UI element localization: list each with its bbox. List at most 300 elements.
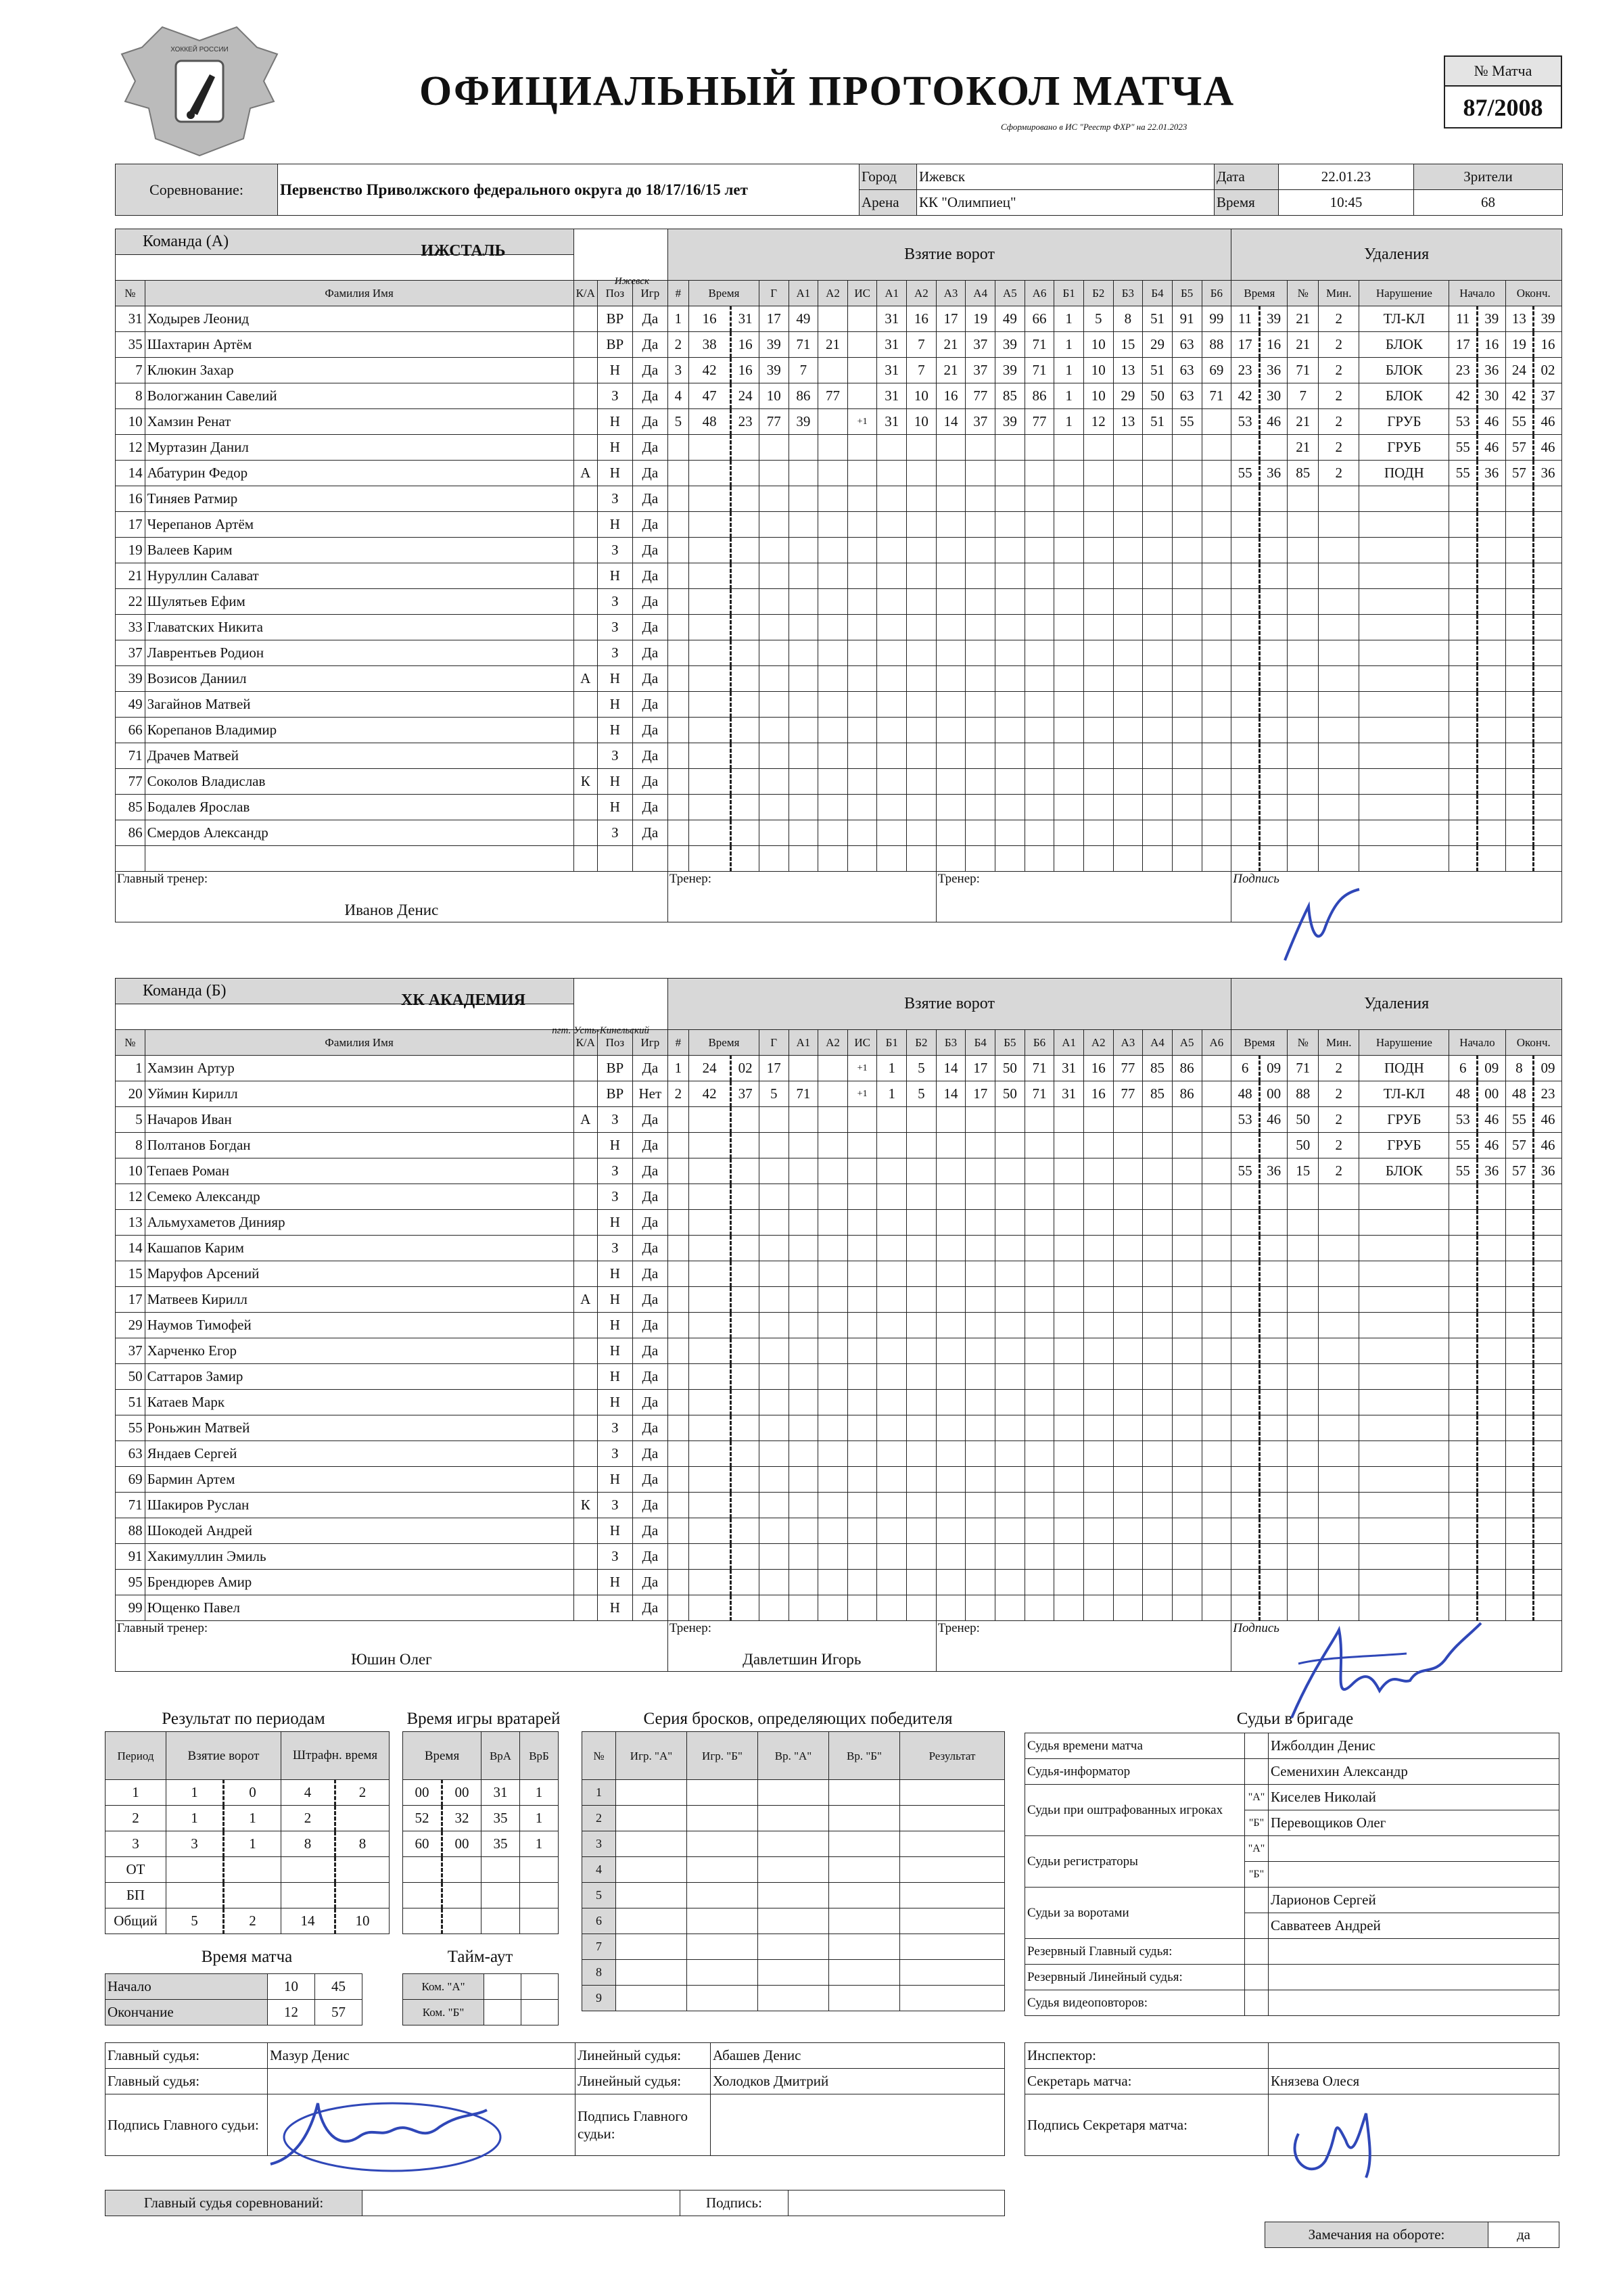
player-row — [116, 1441, 1562, 1467]
goal-is — [847, 332, 877, 358]
generated-note: Сформировано в ИС "Реестр ФХР" на 22.01.2023 — [1001, 122, 1187, 132]
goal-cell — [818, 1158, 848, 1184]
player-number: 7 — [116, 358, 145, 383]
pen-cell — [1505, 692, 1534, 718]
goal-cell — [789, 1287, 818, 1313]
pen-min-time: 53 — [1231, 1107, 1260, 1133]
goalie-row — [403, 1908, 559, 1934]
player-number: 8 — [116, 1133, 145, 1158]
sig-chief-label: Подпись Главного судьи: — [575, 2094, 711, 2156]
goal-cell — [1172, 820, 1202, 846]
player-name: Хамзин Артур — [145, 1056, 573, 1081]
pen-cell — [1449, 1364, 1478, 1390]
official-label: Судья-информатор — [1025, 1759, 1245, 1785]
col-a2: А2 — [818, 1030, 848, 1056]
goal-no — [667, 563, 688, 589]
goal-cell — [907, 1210, 937, 1236]
player-row — [116, 640, 1562, 666]
player-ka — [573, 1210, 597, 1236]
pen-minutes: 2 — [1319, 383, 1359, 409]
pen-cell — [1359, 615, 1449, 640]
player-number: 15 — [116, 1261, 145, 1287]
goal-cell — [1025, 718, 1054, 743]
period-goals-a: 3 — [166, 1831, 224, 1857]
goal-cell — [936, 1261, 966, 1287]
col-opp-1: Б1 — [1054, 281, 1084, 306]
teamB-table — [115, 978, 1562, 1672]
col-pen-time: Время — [1231, 281, 1288, 306]
col-ka: К/А — [573, 1030, 597, 1056]
player-play — [632, 846, 667, 872]
goal-cell — [847, 1493, 877, 1518]
pen-cell — [1231, 1390, 1260, 1415]
player-pos: Н — [597, 1210, 632, 1236]
goal-own-onice: 10 — [907, 409, 937, 435]
goal-cell — [1143, 1210, 1173, 1236]
player-ka — [573, 1338, 597, 1364]
goal-cell — [995, 718, 1025, 743]
goal-cell — [1202, 1261, 1231, 1287]
pen-min-time — [1231, 1133, 1260, 1158]
goal-cell — [1025, 563, 1054, 589]
goal-cell — [1054, 769, 1084, 795]
goal-cell — [1202, 718, 1231, 743]
goal-cell — [818, 1261, 848, 1287]
goal-sec — [731, 1210, 759, 1236]
time-label: Время — [1215, 190, 1279, 216]
goal-no — [667, 1261, 688, 1287]
pen-cell — [1534, 512, 1562, 538]
goal-cell — [818, 1184, 848, 1210]
goal-cell — [966, 718, 995, 743]
goal-scorer: 5 — [759, 1081, 789, 1107]
goal-cell — [759, 1133, 789, 1158]
pen-cell — [1288, 1467, 1319, 1493]
pen-cell — [1359, 1184, 1449, 1210]
goal-cell — [966, 820, 995, 846]
goal-cell — [818, 1236, 848, 1261]
player-pos: Н — [597, 1364, 632, 1390]
pen-cell — [1359, 1210, 1449, 1236]
goal-cell — [966, 640, 995, 666]
player-name: Возисов Даниил — [145, 666, 573, 692]
goal-cell — [1054, 1364, 1084, 1390]
player-row — [116, 692, 1562, 718]
goal-cell — [1202, 795, 1231, 820]
goal-cell — [1113, 1210, 1143, 1236]
player-number: 69 — [116, 1467, 145, 1493]
goal-cell — [1172, 589, 1202, 615]
goal-cell — [907, 512, 937, 538]
shootout-cell — [687, 1960, 758, 1986]
goal-cell — [966, 1338, 995, 1364]
official-label: Резервный Главный судья: — [1025, 1939, 1245, 1965]
col-hash: # — [667, 1030, 688, 1056]
signature-secretary — [1285, 2093, 1393, 2181]
match-no: 87/2008 — [1463, 94, 1543, 121]
pen-cell — [1477, 512, 1505, 538]
comp-ref-label: Главный судья соревнований: — [105, 2190, 362, 2216]
player-pos — [597, 846, 632, 872]
goal-cell — [847, 589, 877, 615]
goal-cell — [995, 1236, 1025, 1261]
period-row — [105, 1780, 390, 1806]
pen-cell — [1449, 563, 1478, 589]
player-play: Да — [632, 1056, 667, 1081]
goal-cell — [1172, 1158, 1202, 1184]
goal-cell — [907, 1595, 937, 1621]
pen-cell — [1449, 1493, 1478, 1518]
pen-player: 21 — [1288, 332, 1319, 358]
pen-cell — [1505, 1518, 1534, 1544]
goal-cell — [995, 1544, 1025, 1570]
goal-cell — [1025, 666, 1054, 692]
shootout-ga-h: Вр. "А" — [758, 1732, 829, 1780]
goal-cell — [936, 563, 966, 589]
period-row — [105, 1806, 390, 1831]
player-ka — [573, 306, 597, 332]
goal-cell — [936, 692, 966, 718]
goal-cell — [877, 1415, 907, 1441]
player-pos: Н — [597, 666, 632, 692]
shootout-res-h: Результат — [900, 1732, 1005, 1780]
player-number: 71 — [116, 1493, 145, 1518]
goal-opp-onice: 85 — [1143, 1056, 1173, 1081]
goal-cell — [847, 1570, 877, 1595]
pen-cell — [1534, 615, 1562, 640]
goal-cell — [936, 640, 966, 666]
pen-cell — [1288, 538, 1319, 563]
goal-own-onice: 49 — [995, 306, 1025, 332]
col-pen-inf: Нарушение — [1359, 281, 1449, 306]
goal-opp-onice: 51 — [1143, 306, 1173, 332]
goal-cell — [1054, 1107, 1084, 1133]
goal-cell — [1113, 1544, 1143, 1570]
goal-cell — [1025, 769, 1054, 795]
goal-min — [688, 1441, 730, 1467]
goal-cell — [818, 1415, 848, 1441]
goal-no — [667, 1390, 688, 1415]
goal-cell — [966, 1184, 995, 1210]
pen-infraction: БЛОК — [1359, 1158, 1449, 1184]
official-label: Судья видеоповторов: — [1025, 1990, 1245, 2016]
goal-cell — [877, 1287, 907, 1313]
pen-player: 21 — [1288, 409, 1319, 435]
col-pen-start: Начало — [1449, 281, 1505, 306]
match-time-table — [105, 1973, 362, 2025]
pen-cell — [1231, 1338, 1260, 1364]
coach1-label: Тренер: — [669, 1621, 712, 1635]
goalie-b: 1 — [520, 1806, 559, 1831]
goal-scorer: 17 — [759, 306, 789, 332]
player-number: 39 — [116, 666, 145, 692]
player-pos: Н — [597, 769, 632, 795]
col-opp-6: А6 — [1202, 1030, 1231, 1056]
goal-no: 5 — [667, 409, 688, 435]
player-play: Да — [632, 795, 667, 820]
goal-cell — [1025, 1338, 1054, 1364]
pen-cell — [1477, 589, 1505, 615]
player-play: Да — [632, 1261, 667, 1287]
official-tag — [1245, 1939, 1269, 1965]
goals-header: Взятие ворот — [667, 979, 1231, 1030]
goal-min — [688, 1338, 730, 1364]
player-ka — [573, 1518, 597, 1544]
pen-cell — [1477, 1236, 1505, 1261]
goal-cell — [1143, 820, 1173, 846]
head-coach-label: Главный тренер: — [117, 872, 208, 886]
pen-cell — [1319, 1570, 1359, 1595]
goal-cell — [847, 1518, 877, 1544]
goal-cell — [936, 820, 966, 846]
goal-min: 42 — [688, 1081, 730, 1107]
goal-opp-onice: 77 — [1113, 1056, 1143, 1081]
goal-cell — [1113, 486, 1143, 512]
player-number: 1 — [116, 1056, 145, 1081]
goal-cell — [907, 718, 937, 743]
goal-a1: 86 — [789, 383, 818, 409]
col-is: ИС — [847, 281, 877, 306]
goal-sec: 31 — [731, 306, 759, 332]
player-name: Корепанов Владимир — [145, 718, 573, 743]
pen-cell — [1449, 1570, 1478, 1595]
player-ka: А — [573, 1107, 597, 1133]
goal-cell — [1113, 615, 1143, 640]
signature-label: Подпись — [1233, 872, 1279, 886]
goal-cell — [1083, 1570, 1113, 1595]
goal-cell — [818, 692, 848, 718]
goal-min — [688, 486, 730, 512]
goal-cell — [1054, 1184, 1084, 1210]
shootout-no: 2 — [582, 1806, 616, 1831]
pen-cell — [1231, 1467, 1260, 1493]
goal-cell — [1202, 1493, 1231, 1518]
goal-cell — [789, 846, 818, 872]
goal-cell — [936, 1107, 966, 1133]
pen-cell — [1319, 1544, 1359, 1570]
goal-cell — [1143, 1364, 1173, 1390]
player-number: 35 — [116, 332, 145, 358]
pen-cell — [1477, 1415, 1505, 1441]
goal-cell — [966, 1133, 995, 1158]
comp-sig-label: Подпись: — [680, 2190, 789, 2216]
player-row — [116, 461, 1562, 486]
goal-no: 1 — [667, 1056, 688, 1081]
pen-cell — [1449, 1236, 1478, 1261]
goal-cell — [877, 615, 907, 640]
goal-cell — [847, 1338, 877, 1364]
player-pos: З — [597, 538, 632, 563]
goal-cell — [1143, 615, 1173, 640]
goal-cell — [1202, 1210, 1231, 1236]
goal-cell — [1054, 795, 1084, 820]
col-play: Игр — [632, 281, 667, 306]
goal-cell — [759, 718, 789, 743]
goal-cell — [1083, 795, 1113, 820]
goal-min: 47 — [688, 383, 730, 409]
goal-cell — [1083, 1441, 1113, 1467]
pen-cell — [1259, 640, 1288, 666]
goal-cell — [936, 1467, 966, 1493]
goal-min: 42 — [688, 358, 730, 383]
goal-own-onice: 37 — [966, 358, 995, 383]
player-ka — [573, 1158, 597, 1184]
pen-cell — [1231, 640, 1260, 666]
goal-no — [667, 538, 688, 563]
goal-cell — [847, 1261, 877, 1287]
pen-cell — [1449, 1390, 1478, 1415]
pen-cell — [1259, 1313, 1288, 1338]
goalie-ss: 00 — [442, 1831, 481, 1857]
goal-cell — [1202, 1415, 1231, 1441]
col-a2: А2 — [818, 281, 848, 306]
player-row — [116, 769, 1562, 795]
goal-cell — [789, 769, 818, 795]
goal-min — [688, 563, 730, 589]
goal-cell — [1202, 615, 1231, 640]
goal-sec — [731, 1287, 759, 1313]
pen-cell — [1288, 718, 1319, 743]
pen-cell — [1288, 1236, 1319, 1261]
teamA-table — [115, 229, 1562, 922]
pen-cell — [1231, 1287, 1260, 1313]
goal-cell — [759, 1338, 789, 1364]
pen-cell — [1505, 1184, 1534, 1210]
goal-cell — [847, 640, 877, 666]
pen-min-time: 48 — [1231, 1081, 1260, 1107]
goal-own-onice: 31 — [877, 383, 907, 409]
goalie-a: 35 — [481, 1831, 520, 1857]
goal-min: 38 — [688, 332, 730, 358]
goal-min — [688, 1236, 730, 1261]
goal-cell — [877, 1107, 907, 1133]
goal-cell — [1054, 1261, 1084, 1287]
signature-referee — [257, 2090, 500, 2178]
timeout-b-ss — [521, 2000, 559, 2025]
pen-cell — [1259, 692, 1288, 718]
goal-cell — [759, 486, 789, 512]
goal-is: +1 — [847, 1056, 877, 1081]
pen-end-m: 42 — [1505, 383, 1534, 409]
pen-cell — [1231, 718, 1260, 743]
goal-cell — [877, 1570, 907, 1595]
col-num: № — [116, 1030, 145, 1056]
player-row — [116, 1338, 1562, 1364]
goal-opp-onice: 1 — [1054, 332, 1084, 358]
goal-opp-onice: 86 — [1172, 1056, 1202, 1081]
goal-cell — [1172, 1133, 1202, 1158]
goal-cell — [936, 486, 966, 512]
goal-cell — [789, 1570, 818, 1595]
player-number: 14 — [116, 461, 145, 486]
pen-cell — [1231, 589, 1260, 615]
team-name: ИЖСТАЛЬ — [421, 242, 506, 260]
goal-cell — [789, 1184, 818, 1210]
goal-cell — [936, 1287, 966, 1313]
player-pos: ВР — [597, 1056, 632, 1081]
goal-opp-onice — [1202, 1056, 1231, 1081]
goal-cell — [966, 563, 995, 589]
pen-cell — [1359, 1364, 1449, 1390]
goal-cell — [995, 1493, 1025, 1518]
period-pen-a: 2 — [281, 1806, 335, 1831]
goal-cell — [1025, 435, 1054, 461]
player-number: 49 — [116, 692, 145, 718]
player-ka: К — [573, 769, 597, 795]
goal-no — [667, 718, 688, 743]
goal-min — [688, 1364, 730, 1390]
goal-cell — [877, 1544, 907, 1570]
period-label: 2 — [105, 1806, 166, 1831]
col-hash: # — [667, 281, 688, 306]
pen-cell — [1534, 795, 1562, 820]
pen-cell — [1477, 538, 1505, 563]
pen-cell — [1534, 589, 1562, 615]
goal-cell — [1172, 769, 1202, 795]
goal-opp-onice: 77 — [1113, 1081, 1143, 1107]
goal-cell — [1054, 589, 1084, 615]
official-label: Судьи регистраторы — [1025, 1836, 1245, 1888]
period-goals-b: 1 — [224, 1806, 281, 1831]
goal-is — [847, 306, 877, 332]
goal-no — [667, 1133, 688, 1158]
player-name: Шулятьев Ефим — [145, 589, 573, 615]
shootout-cell — [900, 1806, 1005, 1831]
shootout-cell — [616, 1831, 687, 1857]
pen-infraction: БЛОК — [1359, 383, 1449, 409]
goal-cell — [877, 640, 907, 666]
player-name: Клюкин Захар — [145, 358, 573, 383]
goal-cell — [1083, 846, 1113, 872]
shootout-cell — [758, 1857, 829, 1883]
player-play: Да — [632, 358, 667, 383]
pen-cell — [1505, 538, 1534, 563]
col-own-3: Б3 — [936, 1030, 966, 1056]
pen-cell — [1231, 1493, 1260, 1518]
player-row — [116, 1184, 1562, 1210]
goal-sec — [731, 486, 759, 512]
official-label: Судья времени матча — [1025, 1733, 1245, 1759]
pen-end-s: 36 — [1534, 461, 1562, 486]
goal-no: 2 — [667, 1081, 688, 1107]
player-pos: Н — [597, 1261, 632, 1287]
goal-own-onice: 19 — [966, 306, 995, 332]
pen-cell — [1231, 1518, 1260, 1544]
official-label: Резервный Линейный судья: — [1025, 1965, 1245, 1990]
goal-cell — [1202, 1364, 1231, 1390]
player-row — [116, 1313, 1562, 1338]
goal-cell — [789, 1158, 818, 1184]
pen-min-time — [1231, 435, 1260, 461]
pen-infraction: ТЛ-КЛ — [1359, 306, 1449, 332]
goal-min — [688, 769, 730, 795]
pen-cell — [1288, 486, 1319, 512]
goal-cell — [1143, 1338, 1173, 1364]
player-ka — [573, 1184, 597, 1210]
goal-own-onice: 1 — [877, 1081, 907, 1107]
official-tag: "Б" — [1245, 1862, 1269, 1888]
goal-cell — [1172, 1287, 1202, 1313]
goal-cell — [907, 589, 937, 615]
goal-sec — [731, 1518, 759, 1544]
player-name: Харченко Егор — [145, 1338, 573, 1364]
goal-cell — [1025, 461, 1054, 486]
pen-cell — [1259, 666, 1288, 692]
goal-cell — [1113, 1313, 1143, 1338]
col-own-1: Б1 — [877, 1030, 907, 1056]
goal-cell — [966, 1518, 995, 1544]
period-row — [105, 1857, 390, 1883]
